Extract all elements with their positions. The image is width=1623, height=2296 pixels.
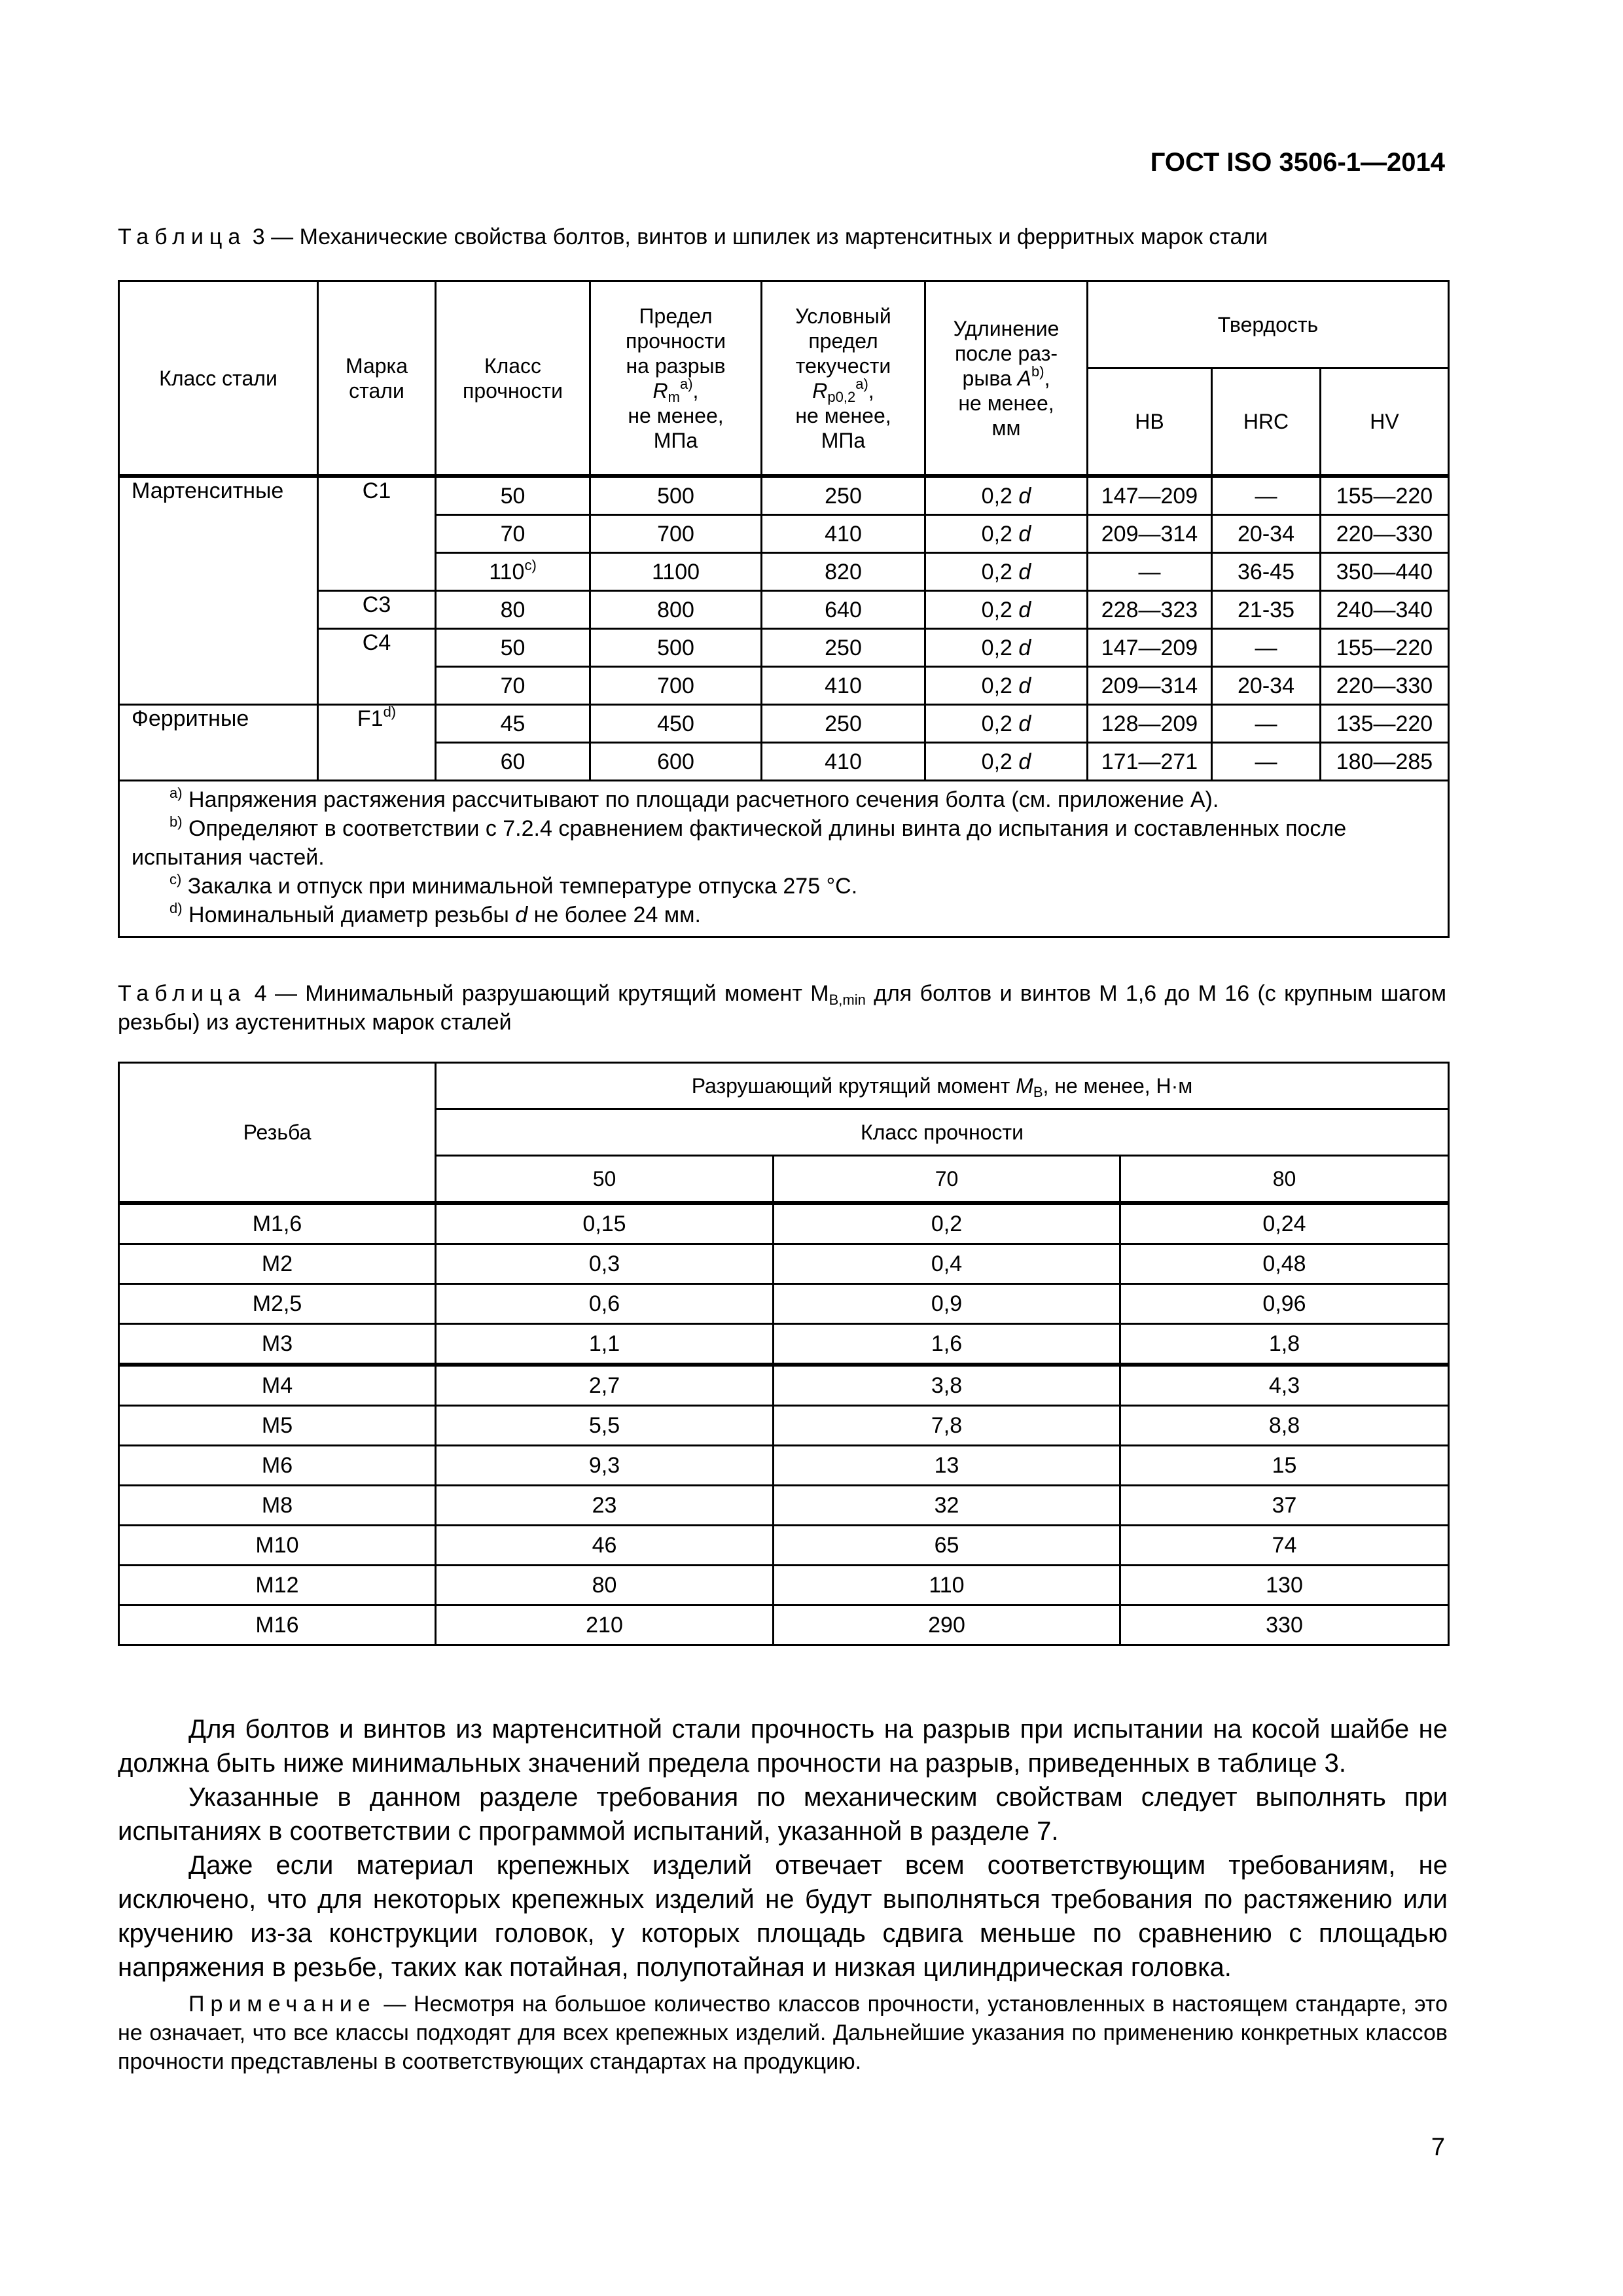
table-row	[119, 1605, 1449, 1645]
cell-hv: 220—330	[1321, 515, 1449, 553]
th-thread: Резьба	[119, 1063, 436, 1204]
cell-rp: 250	[762, 705, 925, 743]
cell-rp: 250	[762, 629, 925, 667]
cell-hv: 155—220	[1321, 629, 1449, 667]
cell-c80: 4,3	[1120, 1365, 1449, 1406]
cell-thread: M1,6	[119, 1203, 436, 1244]
cell-hrc: —	[1212, 743, 1321, 781]
grade-f1: F1$^{d)}$	[318, 705, 436, 781]
cell-hb: 147—209	[1088, 629, 1212, 667]
cell-thread: M16	[119, 1605, 436, 1645]
grade-c4: C4	[318, 629, 436, 705]
th-hardness: Твердость	[1088, 281, 1449, 368]
cell-rp: 820	[762, 553, 925, 591]
paragraph-1: Для болтов и винтов из мартенситной стали прочность на разрыв при испытании на косой шайбе не должна быть ниже минимальных значений предела прочности на разрыв, приведенных в таблице 3.	[118, 1715, 1448, 1778]
cell-c70: 0,2	[774, 1203, 1120, 1244]
cell-c70: 1,6	[774, 1324, 1120, 1365]
cell-rp: 410	[762, 743, 925, 781]
table4-caption: Таблица 4 — Минимальный разрушающий крутящий момент $M_{B,min}$ для болтов и винтов М 1,6 до М 16 (с крупным шагом резьбы) из аустенитных марок сталей	[118, 981, 1447, 1035]
table-row	[119, 1406, 1449, 1446]
cell-thread: M5	[119, 1406, 436, 1446]
cell-thread: M3	[119, 1324, 436, 1365]
cell-a: 0,2 d	[925, 476, 1088, 515]
cell-a: 0,2 d	[925, 515, 1088, 553]
cell-class: 60	[436, 743, 590, 781]
cell-c80: 74	[1120, 1526, 1449, 1566]
cell-hv: 155—220	[1321, 476, 1449, 515]
cell-a: 0,2 d	[925, 591, 1088, 629]
cell-hb: 228—323	[1088, 591, 1212, 629]
cell-c80: 37	[1120, 1486, 1449, 1526]
cell-c70: 110	[774, 1566, 1120, 1605]
cell-c70: 32	[774, 1486, 1120, 1526]
cell-c50: 2,7	[436, 1365, 774, 1406]
cell-c50: 46	[436, 1526, 774, 1566]
footnote-d: $^{d)}$ Номинальный диаметр резьбы d не более 24 мм.	[169, 900, 701, 927]
footnotes-cell	[119, 781, 1449, 937]
cell-c70: 65	[774, 1526, 1120, 1566]
cell-c80: 0,96	[1120, 1284, 1449, 1324]
cell-c50: 9,3	[436, 1446, 774, 1486]
cell-rm: 450	[590, 705, 762, 743]
th-class-50: 50	[436, 1156, 774, 1204]
grade-c1: C1	[318, 476, 436, 591]
cell-c50: 210	[436, 1605, 774, 1645]
group-ferritic: Ферритные	[119, 705, 318, 781]
table-row	[119, 1526, 1449, 1566]
table-row	[119, 591, 1449, 629]
cell-thread: M10	[119, 1526, 436, 1566]
cell-c70: 13	[774, 1446, 1120, 1486]
cell-hb: 128—209	[1088, 705, 1212, 743]
document-code: ГОСТ ISO 3506-1—2014	[1150, 148, 1445, 177]
note	[118, 1990, 1448, 2076]
cell-c50: 80	[436, 1566, 774, 1605]
cell-c70: 3,8	[774, 1365, 1120, 1406]
cell-c50: 1,1	[436, 1324, 774, 1365]
cell-thread: M4	[119, 1365, 436, 1406]
cell-class: 50	[436, 476, 590, 515]
table-row	[119, 1203, 1449, 1244]
cell-c80: 130	[1120, 1566, 1449, 1605]
cell-hv: 180—285	[1321, 743, 1449, 781]
table-row	[119, 1324, 1449, 1365]
cell-rp: 640	[762, 591, 925, 629]
cell-a: 0,2 d	[925, 553, 1088, 591]
cell-hrc: 21-35	[1212, 591, 1321, 629]
cell-hrc: 36-45	[1212, 553, 1321, 591]
th-hv: HV	[1321, 368, 1449, 476]
cell-hv: 350—440	[1321, 553, 1449, 591]
cell-c50: 5,5	[436, 1406, 774, 1446]
cell-c50: 23	[436, 1486, 774, 1526]
table3-footnotes	[119, 781, 1449, 937]
th-elongation: Удлинение после раз- рыва $A^{b)}$, не менее, мм	[925, 281, 1088, 476]
cell-class: 80	[436, 591, 590, 629]
cell-hv: 135—220	[1321, 705, 1449, 743]
cell-hv: 240—340	[1321, 591, 1449, 629]
table-row	[119, 1244, 1449, 1284]
table-row	[119, 1365, 1449, 1406]
th-class-70: 70	[774, 1156, 1120, 1204]
paragraph-2: Указанные в данном разделе требования по механическим свойствам следует выполнять при испытаниях в соответствии с программой испытаний, указанной в разделе 7.	[118, 1783, 1448, 1846]
table-row	[119, 1486, 1449, 1526]
cell-thread: M2	[119, 1244, 436, 1284]
footnote-b: $^{b)}$ Определяют в соответствии с 7.2.4 сравнением фактической длины винта до испытания и составленных после испытания частей.	[132, 814, 1347, 870]
th-steel-grade: Марка стали	[318, 281, 436, 476]
th-strength-class: Класс прочности	[436, 1109, 1449, 1156]
table3	[118, 280, 1450, 938]
cell-rm: 500	[590, 476, 762, 515]
cell-c70: 290	[774, 1605, 1120, 1645]
cell-hrc: 20-34	[1212, 667, 1321, 705]
th-class-80: 80	[1120, 1156, 1449, 1204]
cell-class: 45	[436, 705, 590, 743]
grade-c3: C3	[318, 591, 436, 629]
th-yield-strength: Условный предел текучести $R_{p0,2}^{a)}$, не менее, МПа	[762, 281, 925, 476]
cell-c80: 1,8	[1120, 1324, 1449, 1365]
th-hb: HB	[1088, 368, 1212, 476]
cell-a: 0,2 d	[925, 667, 1088, 705]
cell-rm: 600	[590, 743, 762, 781]
cell-rp: 250	[762, 476, 925, 515]
footnote-c: $^{c)}$ Закалка и отпуск при минимальной температуре отпуска 275 °С.	[169, 871, 858, 899]
cell-hv: 220—330	[1321, 667, 1449, 705]
cell-hb: 147—209	[1088, 476, 1212, 515]
group-martensitic: Мартенситные	[119, 476, 318, 705]
cell-c50: 0,3	[436, 1244, 774, 1284]
cell-rm: 800	[590, 591, 762, 629]
th-strength-class: Класс прочности	[436, 281, 590, 476]
footnote-a: $^{a)}$ Напряжения растяжения рассчитывают по площади расчетного сечения болта (см. приложение А).	[169, 785, 1219, 812]
cell-rm: 500	[590, 629, 762, 667]
table3-caption-text: — Механические свойства болтов, винтов и шпилек из мартенситных и ферритных марок стали	[264, 224, 1268, 249]
cell-class: 70	[436, 515, 590, 553]
note-text: — Несмотря на большое количество классов прочности, установленных в настоящем стандарте, это не означает, что все классы подходят для всех крепежных изделий. Дальнейшие указания по применению конкретных классов прочности представлены в соответствующих стандартах на продукцию.	[118, 1992, 1448, 2074]
cell-rm: 1100	[590, 553, 762, 591]
cell-thread: M12	[119, 1566, 436, 1605]
cell-rp: 410	[762, 515, 925, 553]
cell-c80: 15	[1120, 1446, 1449, 1486]
table3-caption-num: 3	[252, 224, 265, 249]
table3-caption	[118, 223, 1446, 251]
cell-hrc: —	[1212, 476, 1321, 515]
cell-hb: 209—314	[1088, 667, 1212, 705]
cell-rp: 410	[762, 667, 925, 705]
cell-hrc: 20-34	[1212, 515, 1321, 553]
cell-c50: 0,6	[436, 1284, 774, 1324]
cell-a: 0,2 d	[925, 629, 1088, 667]
th-hrc: HRC	[1212, 368, 1321, 476]
cell-class: 110$^{c)}$	[436, 553, 590, 591]
cell-thread: M6	[119, 1446, 436, 1486]
cell-hb: 171—271	[1088, 743, 1212, 781]
table-row	[119, 1284, 1449, 1324]
cell-c80: 0,24	[1120, 1203, 1449, 1244]
table4-caption-num: 4	[254, 981, 267, 1006]
th-steel-class: Класс стали	[119, 281, 318, 476]
cell-class: 50	[436, 629, 590, 667]
cell-c70: 7,8	[774, 1406, 1120, 1446]
th-torque: Разрушающий крутящий момент $M_B$, не менее, Н·м	[436, 1063, 1449, 1109]
cell-hb: —	[1088, 553, 1212, 591]
note-label: Примечание	[188, 1992, 376, 2017]
cell-thread: M8	[119, 1486, 436, 1526]
cell-hrc: —	[1212, 705, 1321, 743]
table-row	[119, 629, 1449, 667]
cell-a: 0,2 d	[925, 743, 1088, 781]
table-row	[119, 1566, 1449, 1605]
cell-c70: 0,9	[774, 1284, 1120, 1324]
cell-c50: 0,15	[436, 1203, 774, 1244]
cell-c70: 0,4	[774, 1244, 1120, 1284]
th-tensile-strength: Предел прочности на разрыв $R_m^{a)}$, не менее, МПа	[590, 281, 762, 476]
body-text	[118, 1712, 1448, 1984]
table-row	[119, 476, 1449, 515]
table4	[118, 1062, 1450, 1646]
cell-c80: 0,48	[1120, 1244, 1449, 1284]
table-row	[119, 1446, 1449, 1486]
cell-c80: 8,8	[1120, 1406, 1449, 1446]
cell-c80: 330	[1120, 1605, 1449, 1645]
table4-caption-word: Таблица	[118, 981, 247, 1006]
cell-hrc: —	[1212, 629, 1321, 667]
cell-thread: M2,5	[119, 1284, 436, 1324]
table-row	[119, 705, 1449, 743]
cell-rm: 700	[590, 667, 762, 705]
paragraph-3: Даже если материал крепежных изделий отвечает всем соответствующим требованиям, не исключено, что для некоторых крепежных изделий не будут выполняться требования по растяжению или кручению из-за конструкции головок, у которых площадь сдвига меньше по сравнению с площадью напряжения в резьбе, таких как потайная, полупотайная и низкая цилиндрическая головка.	[118, 1851, 1448, 1982]
page-number: 7	[1431, 2134, 1445, 2161]
table3-caption-word: Таблица	[118, 224, 247, 249]
cell-hb: 209—314	[1088, 515, 1212, 553]
cell-rm: 700	[590, 515, 762, 553]
cell-a: 0,2 d	[925, 705, 1088, 743]
cell-class: 70	[436, 667, 590, 705]
